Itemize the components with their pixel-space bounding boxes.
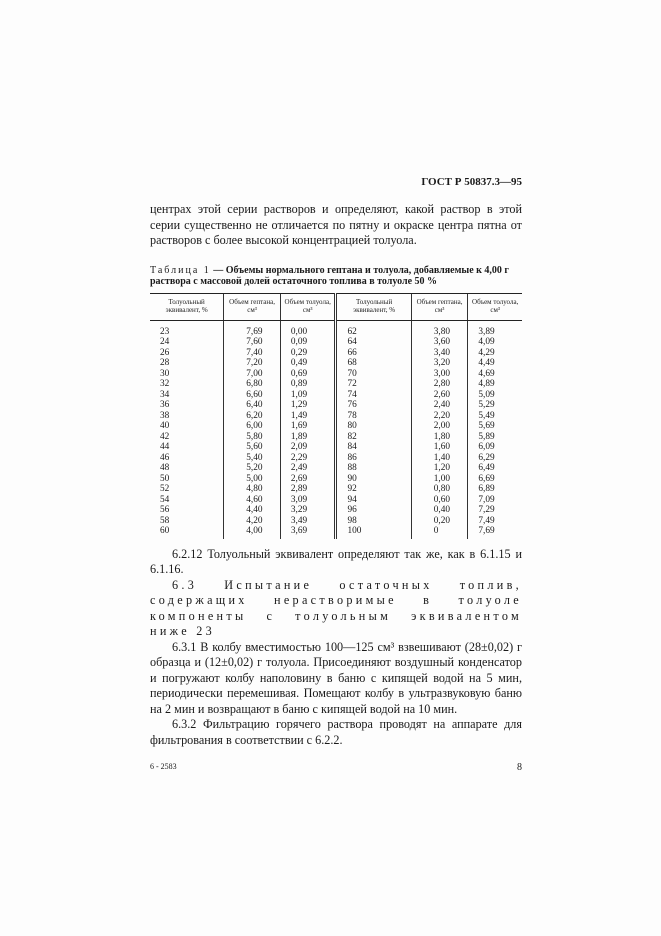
table-cell: 5,89 <box>468 432 522 443</box>
table-row <box>150 474 522 485</box>
table-cell: 1,29 <box>280 400 336 411</box>
table-cell: 0,49 <box>280 358 336 369</box>
table-cell: 5,40 <box>224 453 281 464</box>
table-cell: 6,40 <box>224 400 281 411</box>
table-cell: 52 <box>160 484 170 494</box>
table-cell: 0,60 <box>411 495 468 506</box>
table-cell: 80 <box>336 421 411 432</box>
table-cell: 7,40 <box>224 348 281 359</box>
table-cell: 1,40 <box>411 453 468 464</box>
table-cell: 2,80 <box>411 379 468 390</box>
table-cell: 7,20 <box>224 358 281 369</box>
table-row <box>150 432 522 443</box>
table-cell: 88 <box>336 463 411 474</box>
column-header: Толуольный эквивалент, % <box>150 293 224 320</box>
table-cell: 3,00 <box>411 369 468 380</box>
table-cell: 5,20 <box>224 463 281 474</box>
table-cell: 6,60 <box>224 390 281 401</box>
table-cell: 44 <box>160 442 170 452</box>
table-cell: 4,49 <box>468 358 522 369</box>
document-header: ГОСТ Р 50837.3—95 <box>421 176 522 188</box>
table-row <box>150 495 522 506</box>
table-cell: 1,80 <box>411 432 468 443</box>
table-cell: 1,20 <box>411 463 468 474</box>
table-cell: 2,49 <box>280 463 336 474</box>
table-cell: 7,60 <box>224 337 281 348</box>
table-cell: 68 <box>336 358 411 369</box>
table-cell: 98 <box>336 516 411 527</box>
table-cell: 1,00 <box>411 474 468 485</box>
table-cell: 1,49 <box>280 411 336 422</box>
table-cell: 7,69 <box>468 526 522 539</box>
table-cell: 0,89 <box>280 379 336 390</box>
table-row <box>150 369 522 380</box>
table-cell: 6,09 <box>468 442 522 453</box>
table-cell: 62 <box>336 320 411 337</box>
table-cell: 0,20 <box>411 516 468 527</box>
table-cell: 78 <box>336 411 411 422</box>
table-cell: 7,29 <box>468 505 522 516</box>
table-cell: 23 <box>160 326 170 337</box>
table-cell: 70 <box>336 369 411 380</box>
table-cell: 36 <box>160 400 170 410</box>
table-cell: 3,80 <box>411 320 468 337</box>
table-cell: 56 <box>160 505 170 515</box>
table-row <box>150 411 522 422</box>
table-cell: 3,20 <box>411 358 468 369</box>
table-cell: 94 <box>336 495 411 506</box>
table-cell: 0,09 <box>280 337 336 348</box>
table-cell: 4,80 <box>224 484 281 495</box>
section-heading-6-3: 6.3 Испытание остаточных топлив, содержащих нерастворимые в толуоле компоненты с толуольным эквивалентом ниже 23 <box>150 577 522 638</box>
table-cell: 0,69 <box>280 369 336 380</box>
table-cell: 26 <box>160 347 170 358</box>
table-cell: 74 <box>336 390 411 401</box>
table-cell: 38 <box>160 410 170 421</box>
table-cell: 7,49 <box>468 516 522 527</box>
column-header: Объем гептана, см³ <box>224 293 281 320</box>
table-row <box>150 390 522 401</box>
table-cell: 76 <box>336 400 411 411</box>
table-cell: 7,69 <box>224 320 281 337</box>
table-cell: 7,00 <box>224 369 281 380</box>
table-cell: 2,60 <box>411 390 468 401</box>
table-row <box>150 358 522 369</box>
table-cell: 3,89 <box>468 320 522 337</box>
table-row <box>150 453 522 464</box>
table-cell: 0,00 <box>280 320 336 337</box>
table-cell: 4,00 <box>224 526 281 539</box>
table-cell: 1,09 <box>280 390 336 401</box>
table-cell: 4,89 <box>468 379 522 390</box>
table-cell: 86 <box>336 453 411 464</box>
table-cell: 0,40 <box>411 505 468 516</box>
table-cell: 46 <box>160 452 170 463</box>
table-cell: 6,49 <box>468 463 522 474</box>
table-cell: 2,40 <box>411 400 468 411</box>
table-cell: 3,60 <box>411 337 468 348</box>
table-row <box>150 421 522 432</box>
table-row <box>150 400 522 411</box>
table-row <box>150 337 522 348</box>
table-cell: 6,00 <box>224 421 281 432</box>
table-cell: 5,69 <box>468 421 522 432</box>
table-cell: 2,00 <box>411 421 468 432</box>
table-row <box>150 320 522 337</box>
table-cell: 5,49 <box>468 411 522 422</box>
table-cell: 1,89 <box>280 432 336 443</box>
table-cell: 4,60 <box>224 495 281 506</box>
table-header-row <box>150 293 522 320</box>
table-cell: 0,80 <box>411 484 468 495</box>
table-cell: 100 <box>336 526 411 539</box>
column-header: Толуольный эквивалент, % <box>336 293 411 320</box>
table-cell: 3,29 <box>280 505 336 516</box>
table-cell: 4,69 <box>468 369 522 380</box>
table-cell: 0 <box>411 526 468 539</box>
table-row <box>150 484 522 495</box>
table-cell: 5,09 <box>468 390 522 401</box>
paragraph-6-2-12: 6.2.12 Толуольный эквивалент определяют так же, как в 6.1.15 и 6.1.16. <box>150 546 522 576</box>
table-cell: 4,20 <box>224 516 281 527</box>
table-row <box>150 379 522 390</box>
table-cell: 1,60 <box>411 442 468 453</box>
table-cell: 42 <box>160 431 170 442</box>
table-cell: 0,29 <box>280 348 336 359</box>
table-cell: 84 <box>336 442 411 453</box>
paragraph-6-3-2: 6.3.2 Фильтрацию горячего раствора проводят на аппарате для фильтрования в соответствии с 6.2.2. <box>150 717 522 747</box>
table-cell: 30 <box>160 368 170 379</box>
page-footer <box>150 762 522 773</box>
table-cell: 3,69 <box>280 526 336 539</box>
table-cell: 6,29 <box>468 453 522 464</box>
table-cell: 4,40 <box>224 505 281 516</box>
table-cell: 2,89 <box>280 484 336 495</box>
table-cell: 82 <box>336 432 411 443</box>
paragraph-6-3-1: 6.3.1 В колбу вместимостью 100—125 см³ взвешивают (28±0,02) г образца и (12±0,02) г толуола. Присоединяют воздушный конденсатор и погружают колбу наполовину в баню с кипящей водой на 5 мин, периодически перемешивая. Помещают колбу в ультразвуковую баню на 2 мин и возвращают в баню с кипящей водой на 10 мин. <box>150 639 522 716</box>
table-cell: 92 <box>336 484 411 495</box>
table-cell: 2,69 <box>280 474 336 485</box>
table-cell: 5,60 <box>224 442 281 453</box>
table-cell: 6,80 <box>224 379 281 390</box>
table-row <box>150 463 522 474</box>
table-cell: 7,09 <box>468 495 522 506</box>
table-cell: 4,29 <box>468 348 522 359</box>
table-cell: 40 <box>160 421 170 431</box>
table-row <box>150 526 522 539</box>
table-cell: 28 <box>160 358 170 368</box>
footer-code: 6 - 2583 <box>150 762 177 771</box>
table-cell: 58 <box>160 515 170 526</box>
table-cell: 32 <box>160 379 170 389</box>
page-number: 8 <box>517 762 522 773</box>
table-cell: 4,09 <box>468 337 522 348</box>
table-caption <box>150 265 522 287</box>
table-cell: 6,20 <box>224 411 281 422</box>
table-row <box>150 516 522 527</box>
table-cell: 3,40 <box>411 348 468 359</box>
table-row <box>150 348 522 359</box>
column-header: Объем гептана, см³ <box>411 293 468 320</box>
table-row <box>150 505 522 516</box>
column-header: Объем толуола, см³ <box>280 293 336 320</box>
table-cell: 66 <box>336 348 411 359</box>
table-cell: 60 <box>160 526 170 536</box>
intro-paragraph: центрах этой серии растворов и определяют, какой раствор в этой серии существенно не отличается по пятну и окраске центра пятна от растворов с более высокой концентрацией толуола. <box>150 202 522 247</box>
table-cell: 96 <box>336 505 411 516</box>
table-cell: 5,00 <box>224 474 281 485</box>
table-caption-title: — Объемы нормального гептана и толуола, добавляемые к 4,00 г раствора с массовой долей остаточного топлива в толуоле 50 % <box>150 264 509 287</box>
table-cell: 72 <box>336 379 411 390</box>
page-content <box>150 0 522 813</box>
table-cell: 5,80 <box>224 432 281 443</box>
table-cell: 48 <box>160 463 170 473</box>
table-cell: 3,49 <box>280 516 336 527</box>
table-cell: 1,69 <box>280 421 336 432</box>
table-row <box>150 442 522 453</box>
data-table <box>150 293 522 539</box>
table-cell: 24 <box>160 337 170 347</box>
table-cell: 90 <box>336 474 411 485</box>
table-cell: 3,09 <box>280 495 336 506</box>
table-cell: 2,29 <box>280 453 336 464</box>
table-cell: 6,69 <box>468 474 522 485</box>
table-cell: 64 <box>336 337 411 348</box>
table-cell: 2,09 <box>280 442 336 453</box>
table-body <box>150 320 522 539</box>
table-cell: 50 <box>160 473 170 484</box>
table-cell: 54 <box>160 494 170 505</box>
table-cell: 6,89 <box>468 484 522 495</box>
table-cell: 2,20 <box>411 411 468 422</box>
table-cell: 5,29 <box>468 400 522 411</box>
column-header: Объем толуола, см³ <box>468 293 522 320</box>
table-cell: 34 <box>160 389 170 400</box>
table-caption-lead: Таблица 1 <box>150 264 211 276</box>
